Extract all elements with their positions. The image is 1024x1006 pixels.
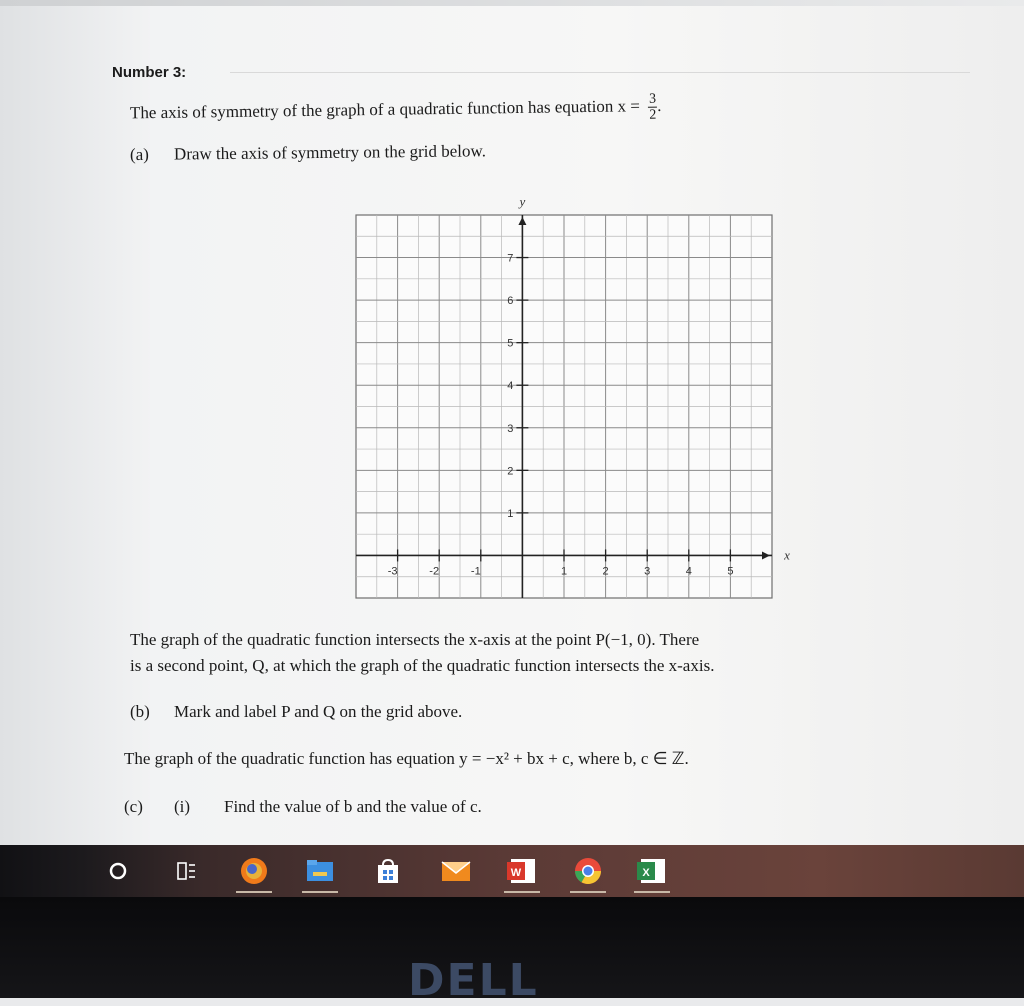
y-tick-label: 3: [507, 422, 514, 435]
store-icon[interactable]: [372, 855, 404, 887]
part-b-text: Mark and label P and Q on the grid above.: [174, 702, 463, 721]
intro-line: [130, 92, 662, 130]
intro-end: .: [657, 95, 662, 116]
x-tick-label: -2: [429, 565, 440, 578]
mail-icon[interactable]: [440, 855, 472, 887]
question-number: Number 3:: [112, 64, 187, 81]
y-tick-label: 4: [507, 380, 514, 393]
chrome-active-indicator: [570, 891, 606, 893]
y-tick-label: 6: [507, 295, 514, 308]
part-c-subtag: (i): [174, 797, 191, 816]
file-explorer-active-indicator: [302, 891, 338, 893]
part-c-text: Find the value of b and the value of c.: [224, 797, 482, 816]
part-c-line: [124, 797, 482, 817]
paragraph-line-1: The graph of the quadratic function intersects the x-axis at the point P(−1, 0). There: [130, 630, 700, 649]
y-tick-label: 7: [507, 252, 514, 265]
y-tick-label: 2: [507, 465, 514, 478]
part-a-tag: (a): [129, 144, 149, 164]
word-active-indicator: [504, 891, 540, 893]
excel-active-indicator: [634, 891, 670, 893]
firefox-icon[interactable]: [238, 855, 270, 887]
part-b-tag: (b): [130, 702, 150, 721]
x-tick-label: -3: [387, 565, 398, 578]
file-explorer-icon[interactable]: [304, 855, 336, 887]
equation-line: The graph of the quadratic function has equation y = −x² + bx + c, where b, c ∈ ℤ.: [124, 749, 689, 768]
part-a-line: [130, 141, 486, 165]
chrome-icon[interactable]: [572, 855, 604, 887]
firefox-active-indicator: [236, 891, 272, 893]
fraction-numerator: 3: [648, 91, 657, 107]
word-icon[interactable]: [506, 855, 538, 887]
search-icon[interactable]: [102, 855, 134, 887]
task-view-icon[interactable]: [170, 855, 202, 887]
part-b-line: [130, 702, 462, 722]
x-tick-label: 1: [560, 565, 568, 578]
y-axis-label: y: [519, 194, 526, 209]
word-icon-label: W: [510, 867, 522, 879]
part-a-text: Draw the axis of symmetry on the grid below.: [173, 141, 486, 164]
excel-icon[interactable]: [636, 855, 668, 887]
excel-icon-label: X: [642, 867, 650, 879]
x-tick-label: 4: [685, 565, 692, 578]
y-tick-label: 5: [507, 337, 514, 350]
taskbar: [0, 845, 1024, 897]
header-rule: [230, 72, 970, 73]
paragraph-line-2: is a second point, Q, at which the graph of the quadratic function intersects the x-axis.: [130, 656, 715, 675]
x-tick-label: 5: [727, 565, 734, 578]
x-tick-label: -1: [470, 565, 481, 578]
intro-text: The axis of symmetry of the graph of a quadratic function has equation x =: [129, 96, 641, 123]
coordinate-grid[interactable]: [348, 190, 788, 610]
dell-logo: DELL: [408, 955, 539, 1006]
window-edge: [0, 0, 1024, 6]
x-tick-label: 3: [644, 565, 651, 578]
y-tick-label: 1: [507, 507, 514, 520]
x-tick-label: 2: [602, 565, 609, 578]
fraction-denominator: 2: [649, 107, 657, 123]
part-c-tag: (c): [124, 797, 143, 816]
x-axis-label: x: [784, 547, 790, 563]
